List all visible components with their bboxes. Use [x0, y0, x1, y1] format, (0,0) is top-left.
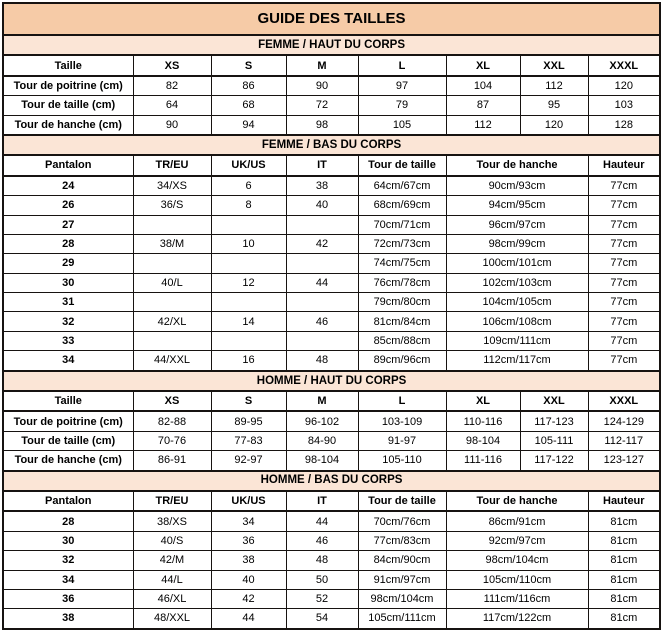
- cell: 40: [286, 196, 358, 215]
- cell: 98-104: [286, 451, 358, 471]
- row-label: 36: [3, 589, 133, 608]
- cell: 90: [133, 115, 211, 135]
- column-header: M: [286, 55, 358, 75]
- cell: 42: [211, 589, 286, 608]
- column-header: L: [358, 391, 446, 411]
- cell: 87: [446, 96, 520, 115]
- table-row: [3, 234, 660, 253]
- cell: 68: [211, 96, 286, 115]
- column-header: Tour de hanche: [446, 491, 588, 511]
- cell: 94cm/95cm: [446, 196, 588, 215]
- column-header: L: [358, 55, 446, 75]
- table-row: [3, 431, 660, 450]
- cell: 44: [286, 511, 358, 531]
- row-label: 32: [3, 551, 133, 570]
- cell: 84-90: [286, 431, 358, 450]
- cell: 48: [286, 551, 358, 570]
- cell: 96-102: [286, 411, 358, 431]
- cell: 36: [211, 531, 286, 550]
- table-row: [3, 196, 660, 215]
- cell: 102cm/103cm: [446, 273, 588, 292]
- cell: 81cm: [588, 609, 660, 629]
- cell: 74cm/75cm: [358, 254, 446, 273]
- cell: 10: [211, 234, 286, 253]
- column-header: TR/EU: [133, 491, 211, 511]
- column-header: Tour de taille: [358, 155, 446, 175]
- cell: 91cm/97cm: [358, 570, 446, 589]
- cell: [133, 331, 211, 350]
- table-row: [3, 411, 660, 431]
- cell: 79: [358, 96, 446, 115]
- column-header: Hauteur: [588, 155, 660, 175]
- cell: 81cm: [588, 511, 660, 531]
- cell: [211, 254, 286, 273]
- row-label: Tour de poitrine (cm): [3, 411, 133, 431]
- table-row: [3, 293, 660, 312]
- cell: 44/L: [133, 570, 211, 589]
- row-label: 30: [3, 531, 133, 550]
- cell: 86: [211, 76, 286, 96]
- column-header: M: [286, 391, 358, 411]
- column-header: Pantalon: [3, 491, 133, 511]
- cell: [133, 215, 211, 234]
- cell: 77cm: [588, 176, 660, 196]
- row-label: Tour de taille (cm): [3, 431, 133, 450]
- cell: 76cm/78cm: [358, 273, 446, 292]
- cell: 124-129: [588, 411, 660, 431]
- cell: 103-109: [358, 411, 446, 431]
- cell: 77cm: [588, 215, 660, 234]
- cell: 112-117: [588, 431, 660, 450]
- column-header: UK/US: [211, 491, 286, 511]
- cell: 98cm/99cm: [446, 234, 588, 253]
- row-label: 34: [3, 351, 133, 371]
- section-header: HOMME / BAS DU CORPS: [3, 471, 660, 491]
- table-row: [3, 609, 660, 629]
- cell: 109cm/111cm: [446, 331, 588, 350]
- size-guide-table: [2, 2, 661, 630]
- cell: 97: [358, 76, 446, 96]
- cell: 110-116: [446, 411, 520, 431]
- table-row: [3, 254, 660, 273]
- row-label: 33: [3, 331, 133, 350]
- cell: 68cm/69cm: [358, 196, 446, 215]
- cell: 8: [211, 196, 286, 215]
- cell: 38: [211, 551, 286, 570]
- cell: 86cm/91cm: [446, 511, 588, 531]
- row-label: 26: [3, 196, 133, 215]
- column-header: XXXL: [588, 55, 660, 75]
- column-header: IT: [286, 155, 358, 175]
- cell: 120: [588, 76, 660, 96]
- cell: 98-104: [446, 431, 520, 450]
- cell: 36/S: [133, 196, 211, 215]
- column-header: S: [211, 55, 286, 75]
- cell: 77cm: [588, 234, 660, 253]
- cell: 98cm/104cm: [358, 589, 446, 608]
- cell: 14: [211, 312, 286, 331]
- cell: 91-97: [358, 431, 446, 450]
- cell: 96cm/97cm: [446, 215, 588, 234]
- cell: 54: [286, 609, 358, 629]
- cell: 106cm/108cm: [446, 312, 588, 331]
- table-row: [3, 451, 660, 471]
- cell: 112: [520, 76, 588, 96]
- row-label: 30: [3, 273, 133, 292]
- cell: [286, 215, 358, 234]
- cell: [133, 293, 211, 312]
- cell: 64: [133, 96, 211, 115]
- column-header: S: [211, 391, 286, 411]
- column-header: TR/EU: [133, 155, 211, 175]
- cell: 38: [286, 176, 358, 196]
- column-header: XL: [446, 391, 520, 411]
- cell: 34: [211, 511, 286, 531]
- cell: [286, 331, 358, 350]
- column-header: XS: [133, 391, 211, 411]
- cell: 81cm: [588, 570, 660, 589]
- section-header: FEMME / BAS DU CORPS: [3, 135, 660, 155]
- cell: 46: [286, 531, 358, 550]
- cell: 90: [286, 76, 358, 96]
- cell: 81cm: [588, 531, 660, 550]
- row-label: 28: [3, 234, 133, 253]
- table-row: [3, 331, 660, 350]
- cell: 105cm/110cm: [446, 570, 588, 589]
- table-row: [3, 551, 660, 570]
- cell: 94: [211, 115, 286, 135]
- row-label: 38: [3, 609, 133, 629]
- table-row: [3, 351, 660, 371]
- cell: [286, 254, 358, 273]
- cell: 77cm: [588, 331, 660, 350]
- cell: 117cm/122cm: [446, 609, 588, 629]
- cell: 77cm: [588, 196, 660, 215]
- cell: 42/M: [133, 551, 211, 570]
- cell: 92-97: [211, 451, 286, 471]
- cell: 85cm/88cm: [358, 331, 446, 350]
- cell: 81cm: [588, 551, 660, 570]
- table-row: [3, 215, 660, 234]
- cell: 82: [133, 76, 211, 96]
- table-row: [3, 76, 660, 96]
- row-label: 28: [3, 511, 133, 531]
- cell: 105cm/111cm: [358, 609, 446, 629]
- cell: [211, 215, 286, 234]
- cell: 111cm/116cm: [446, 589, 588, 608]
- cell: 48/XXL: [133, 609, 211, 629]
- cell: 72: [286, 96, 358, 115]
- cell: 81cm/84cm: [358, 312, 446, 331]
- column-header: IT: [286, 491, 358, 511]
- column-header: UK/US: [211, 155, 286, 175]
- cell: 70-76: [133, 431, 211, 450]
- cell: 77cm/83cm: [358, 531, 446, 550]
- cell: 12: [211, 273, 286, 292]
- cell: 72cm/73cm: [358, 234, 446, 253]
- size-table-body: [3, 3, 660, 629]
- cell: 92cm/97cm: [446, 531, 588, 550]
- column-header: Taille: [3, 391, 133, 411]
- cell: 98cm/104cm: [446, 551, 588, 570]
- table-row: [3, 589, 660, 608]
- cell: 117-122: [520, 451, 588, 471]
- cell: 77cm: [588, 351, 660, 371]
- table-row: [3, 531, 660, 550]
- row-label: Tour de taille (cm): [3, 96, 133, 115]
- cell: 50: [286, 570, 358, 589]
- cell: 112cm/117cm: [446, 351, 588, 371]
- cell: 46/XL: [133, 589, 211, 608]
- row-label: 27: [3, 215, 133, 234]
- cell: 89cm/96cm: [358, 351, 446, 371]
- column-header: XS: [133, 55, 211, 75]
- row-label: 34: [3, 570, 133, 589]
- column-header: XXL: [520, 55, 588, 75]
- table-row: [3, 96, 660, 115]
- cell: 40: [211, 570, 286, 589]
- row-label: Tour de hanche (cm): [3, 115, 133, 135]
- cell: 44: [286, 273, 358, 292]
- cell: 103: [588, 96, 660, 115]
- cell: 100cm/101cm: [446, 254, 588, 273]
- column-header: XXXL: [588, 391, 660, 411]
- column-header: Pantalon: [3, 155, 133, 175]
- table-row: [3, 570, 660, 589]
- table-row: [3, 312, 660, 331]
- cell: 40/S: [133, 531, 211, 550]
- table-row: [3, 273, 660, 292]
- cell: 82-88: [133, 411, 211, 431]
- column-header: XL: [446, 55, 520, 75]
- cell: 70cm/76cm: [358, 511, 446, 531]
- row-label: Tour de hanche (cm): [3, 451, 133, 471]
- cell: 112: [446, 115, 520, 135]
- cell: 117-123: [520, 411, 588, 431]
- cell: 98: [286, 115, 358, 135]
- cell: 38/M: [133, 234, 211, 253]
- cell: 123-127: [588, 451, 660, 471]
- cell: 77-83: [211, 431, 286, 450]
- cell: 34/XS: [133, 176, 211, 196]
- cell: 70cm/71cm: [358, 215, 446, 234]
- cell: 44/XXL: [133, 351, 211, 371]
- cell: 48: [286, 351, 358, 371]
- cell: 44: [211, 609, 286, 629]
- column-header: Taille: [3, 55, 133, 75]
- cell: 64cm/67cm: [358, 176, 446, 196]
- row-label: 29: [3, 254, 133, 273]
- cell: 16: [211, 351, 286, 371]
- cell: 84cm/90cm: [358, 551, 446, 570]
- column-header: Tour de hanche: [446, 155, 588, 175]
- cell: 95: [520, 96, 588, 115]
- cell: 86-91: [133, 451, 211, 471]
- cell: [211, 293, 286, 312]
- table-row: [3, 511, 660, 531]
- cell: 90cm/93cm: [446, 176, 588, 196]
- cell: 77cm: [588, 293, 660, 312]
- cell: 105-110: [358, 451, 446, 471]
- column-header: XXL: [520, 391, 588, 411]
- cell: 79cm/80cm: [358, 293, 446, 312]
- column-header: Tour de taille: [358, 491, 446, 511]
- page-title: GUIDE DES TAILLES: [3, 3, 660, 35]
- cell: 77cm: [588, 254, 660, 273]
- section-header: FEMME / HAUT DU CORPS: [3, 35, 660, 55]
- row-label: 24: [3, 176, 133, 196]
- cell: 6: [211, 176, 286, 196]
- column-header: Hauteur: [588, 491, 660, 511]
- row-label: 31: [3, 293, 133, 312]
- cell: 77cm: [588, 273, 660, 292]
- cell: [133, 254, 211, 273]
- cell: 89-95: [211, 411, 286, 431]
- table-row: [3, 115, 660, 135]
- cell: 81cm: [588, 589, 660, 608]
- cell: 104cm/105cm: [446, 293, 588, 312]
- cell: 42/XL: [133, 312, 211, 331]
- cell: 46: [286, 312, 358, 331]
- cell: 42: [286, 234, 358, 253]
- cell: 120: [520, 115, 588, 135]
- row-label: Tour de poitrine (cm): [3, 76, 133, 96]
- cell: 105-111: [520, 431, 588, 450]
- cell: 111-116: [446, 451, 520, 471]
- cell: 40/L: [133, 273, 211, 292]
- cell: 128: [588, 115, 660, 135]
- table-row: [3, 176, 660, 196]
- cell: [211, 331, 286, 350]
- cell: 105: [358, 115, 446, 135]
- row-label: 32: [3, 312, 133, 331]
- cell: 104: [446, 76, 520, 96]
- cell: 77cm: [588, 312, 660, 331]
- cell: [286, 293, 358, 312]
- cell: 38/XS: [133, 511, 211, 531]
- section-header: HOMME / HAUT DU CORPS: [3, 371, 660, 391]
- cell: 52: [286, 589, 358, 608]
